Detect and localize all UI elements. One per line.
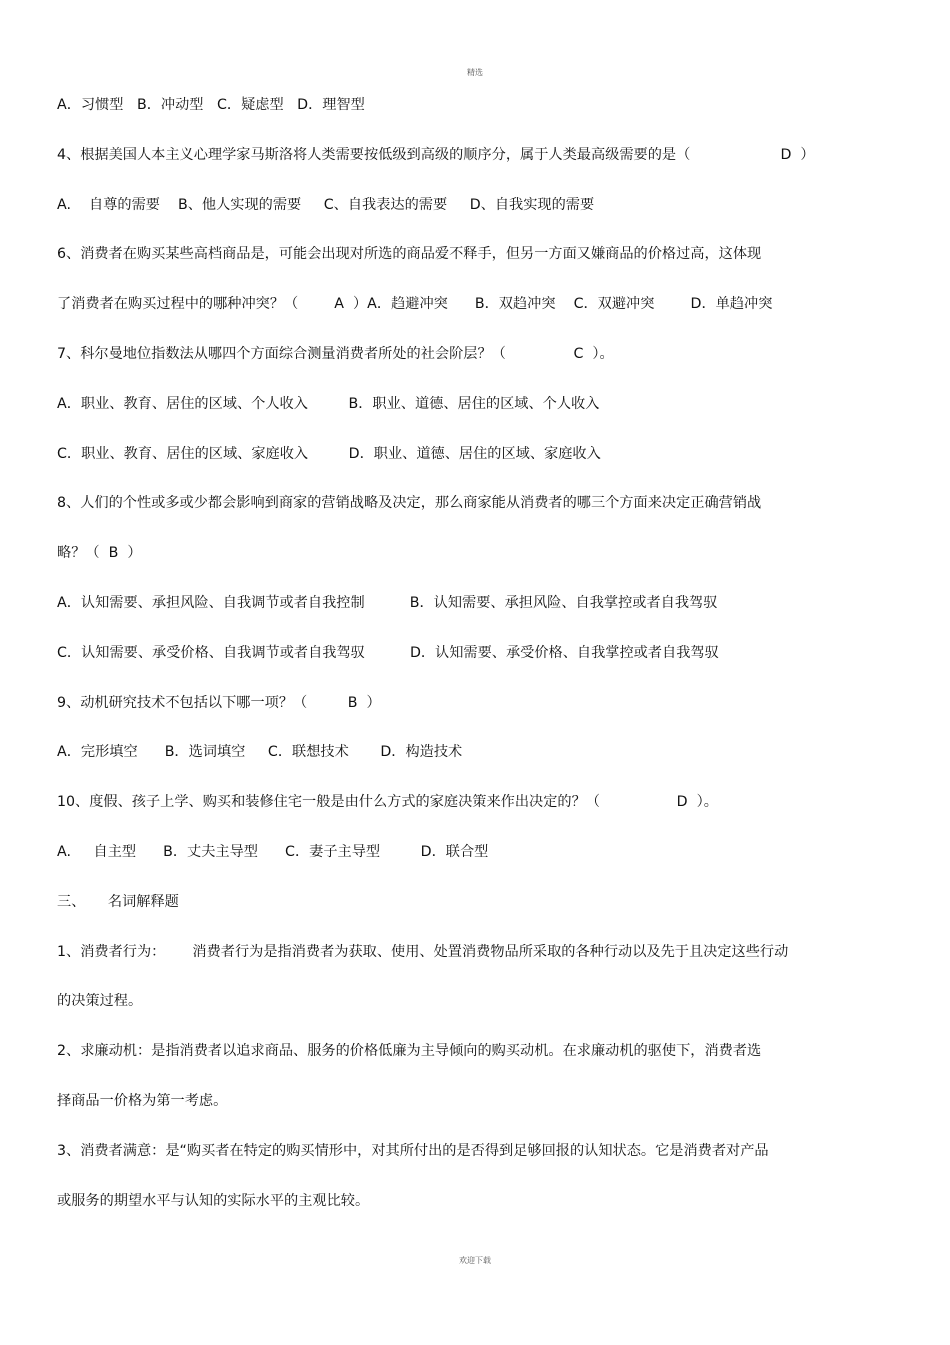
- page-footer: 欢迎下载: [459, 1256, 491, 1265]
- question-10: 10、度假、孩子上学、购买和装修住宅一般是由什么方式的家庭决策来作出决定的？（ D ）。: [57, 794, 718, 811]
- definition-2-continued: 择商品一价格为第一考虑。: [57, 1092, 228, 1109]
- question-8: 8、人们的个性或多或少都会影响到商家的营销战略及决定，那么商家能从消费者的哪三个方面来决定正确营销战: [57, 495, 762, 512]
- question-8-options-ab: A．认知需要、承担风险、自我调节或者自我控制 B．认知需要、承担风险、自我掌控或者自我驾驭: [57, 594, 718, 611]
- question-8-continued: 略？（ B ）: [57, 545, 142, 562]
- definition-3: 3、消费者满意：是“购买者在特定的购买情形中，对其所付出的是否得到足够回报的认知状态。它是消费者对产品: [57, 1142, 769, 1159]
- definition-1: 1、消费者行为： 消费者行为是指消费者为获取、使用、处置消费物品所采取的各种行动以及先于且决定这些行动: [57, 943, 789, 960]
- question-6: 6、消费者在购买某些高档商品是，可能会出现对所选的商品爱不释手，但另一方面又嫌商品的价格过高，这体现: [57, 246, 762, 263]
- option-line: A．习惯型 B．冲动型 C．疑虑型 D．理智型: [57, 97, 365, 113]
- definition-1-continued: 的决策过程。: [57, 993, 143, 1010]
- question-6-continued: 了消费者在购买过程中的哪种冲突？（ A ）A．趋避冲突 B．双趋冲突 C．双避冲突 D．单趋冲突: [57, 296, 773, 313]
- question-8-options-cd: C．认知需要、承受价格、自我调节或者自我驾驭 D．认知需要、承受价格、自我掌控或者自我驾驭: [57, 644, 719, 661]
- question-7-options-ab: A．职业、教育、居住的区域、个人收入 B．职业、道德、居住的区域、个人收入: [57, 395, 600, 412]
- definition-2: 2、求廉动机：是指消费者以追求商品、服务的价格低廉为主导倾向的购买动机。在求廉动机的驱使下，消费者选: [57, 1043, 762, 1060]
- definition-3-continued: 或服务的期望水平与认知的实际水平的主观比较。: [57, 1192, 370, 1209]
- document-body: [57, 92, 917, 1237]
- question-10-options: A. 自主型 B．丈夫主导型 C．妻子主导型 D．联合型: [57, 843, 489, 860]
- question-4-options: A. 自尊的需要 B、他人实现的需要 C、自我表达的需要 D、自我实现的需要: [57, 196, 595, 213]
- question-7-options-cd: C．职业、教育、居住的区域、家庭收入 D．职业、道德、居住的区域、家庭收入: [57, 445, 601, 462]
- page-header: 精选: [467, 68, 483, 77]
- question-4: 4、根据美国人本主义心理学家马斯洛将人类需要按低级到高级的顺序分，属于人类最高级需要的是（ D ）: [57, 146, 815, 163]
- question-9-options: A．完形填空 B．选词填空 C．联想技术 D．构造技术: [57, 744, 463, 761]
- question-9: 9、动机研究技术不包括以下哪一项？（ B ）: [57, 694, 381, 711]
- question-7: 7、科尔曼地位指数法从哪四个方面综合测量消费者所处的社会阶层？（ C ）。: [57, 345, 614, 362]
- section-heading: 三、 名词解释题: [57, 893, 179, 910]
